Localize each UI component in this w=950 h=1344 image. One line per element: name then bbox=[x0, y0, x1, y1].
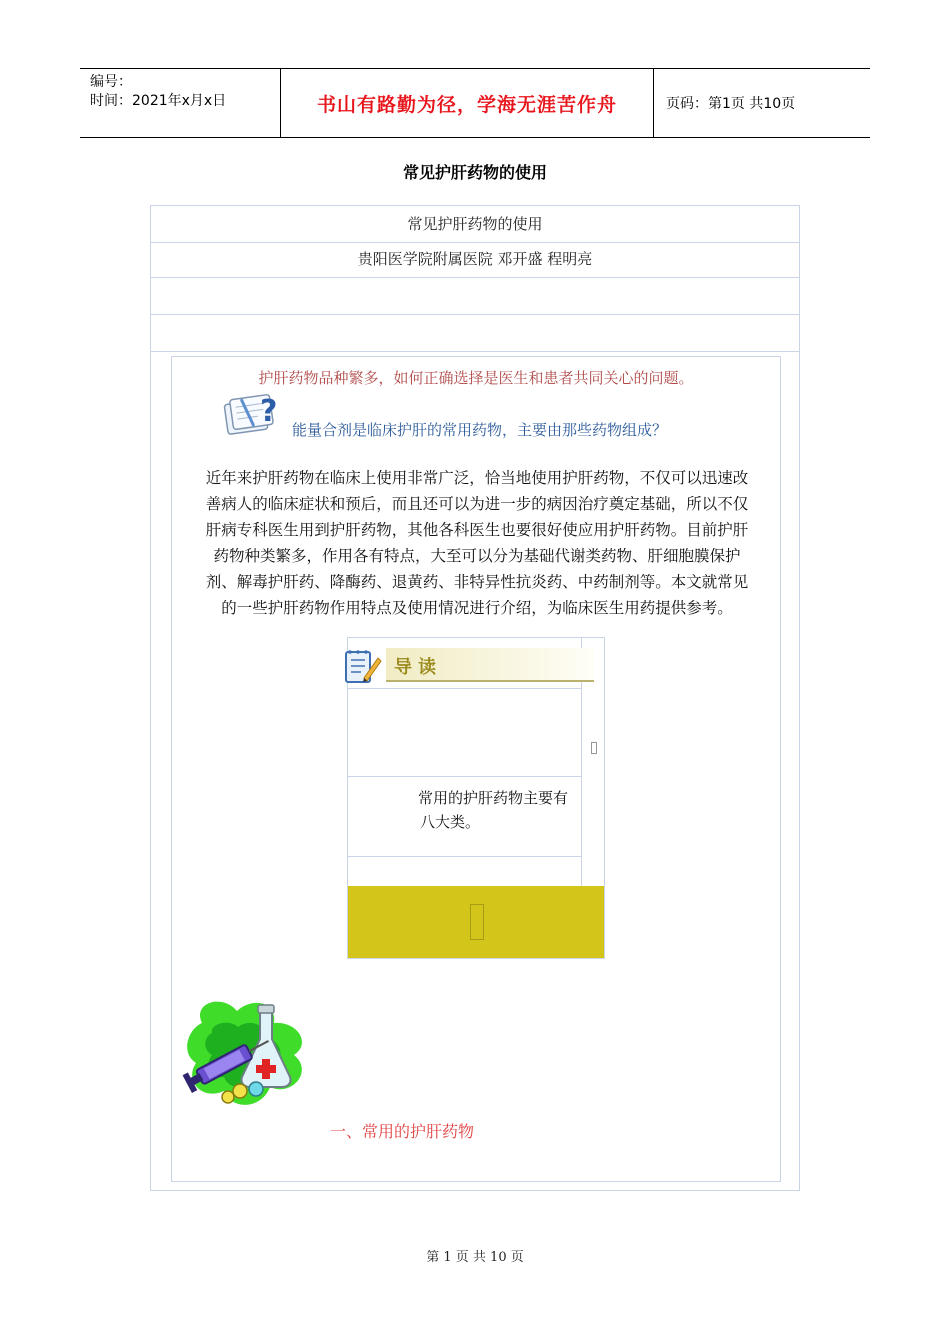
guide-title: 导读 bbox=[394, 657, 442, 678]
guide-box bbox=[347, 637, 605, 959]
number-label: 编号： bbox=[90, 74, 132, 90]
guide-divider bbox=[348, 856, 582, 857]
page-footer: 第 1 页 共 10 页 bbox=[426, 1250, 524, 1265]
placeholder-square bbox=[591, 742, 597, 754]
document-title: 常见护肝药物的使用 bbox=[402, 163, 547, 182]
question-notes-icon bbox=[222, 391, 288, 437]
page-header bbox=[80, 68, 870, 138]
guide-text-line: 常用的护肝药物主要有 bbox=[418, 789, 569, 807]
guide-footer-bar bbox=[348, 886, 604, 958]
question-text: 能量合剂是临床护肝的常用药物，主要由那些药物组成？ bbox=[292, 421, 668, 439]
intro-paragraph bbox=[180, 465, 774, 621]
page-info: 页码：第1页 共10页 bbox=[666, 96, 796, 112]
section-heading: 一、常用的护肝药物 bbox=[330, 1122, 475, 1141]
motto: 书山有路勤为径，学海无涯苦作舟 bbox=[280, 69, 654, 137]
placeholder-square bbox=[470, 904, 484, 940]
paragraph-line: 近年来护肝药物在临床上使用非常广泛，恰当地使用护肝药物，不仅可以迅速改 bbox=[205, 469, 749, 487]
notepad-pen-icon bbox=[342, 646, 382, 686]
guide-text bbox=[418, 786, 586, 834]
paragraph-line: 肝病专科医生用到护肝药物，其他各科医生也要很好使应用护肝药物。目前护肝 bbox=[205, 521, 749, 539]
time-label: 时间：2021年x月x日 bbox=[90, 93, 227, 109]
header-meta bbox=[80, 69, 280, 137]
authors-row: 贵阳医学院附属医院 邓开盛 程明亮 bbox=[151, 242, 799, 278]
article-body bbox=[171, 356, 781, 1182]
paragraph-line: 善病人的临床症状和预后，而且还可以为进一步的病因治疗奠定基础，所以不仅 bbox=[205, 495, 749, 513]
paragraph-line: 药物种类繁多，作用各有特点，大至可以分为基础代谢类药物、肝细胞膜保护 bbox=[213, 547, 741, 565]
paragraph-line: 的一些护肝药物作用特点及使用情况进行介绍，为临床医生用药提供参考。 bbox=[221, 599, 733, 617]
svg-text:?: ? bbox=[260, 394, 278, 429]
syringe-flask-clipart bbox=[182, 993, 322, 1113]
article-table bbox=[150, 205, 800, 1191]
guide-header bbox=[348, 644, 596, 688]
table-title: 常见护肝药物的使用 bbox=[151, 206, 799, 243]
empty-row bbox=[151, 277, 799, 315]
intro-text: 护肝药物品种繁多，如何正确选择是医生和患者共同关心的问题。 bbox=[258, 369, 694, 387]
guide-divider bbox=[348, 776, 582, 777]
empty-row bbox=[151, 314, 799, 352]
guide-divider bbox=[348, 688, 582, 689]
paragraph-line: 剂、解毒护肝药、降酶药、退黄药、非特异性抗炎药、中药制剂等。本文就常见 bbox=[205, 573, 749, 591]
guide-text-line: 八大类。 bbox=[420, 813, 481, 831]
